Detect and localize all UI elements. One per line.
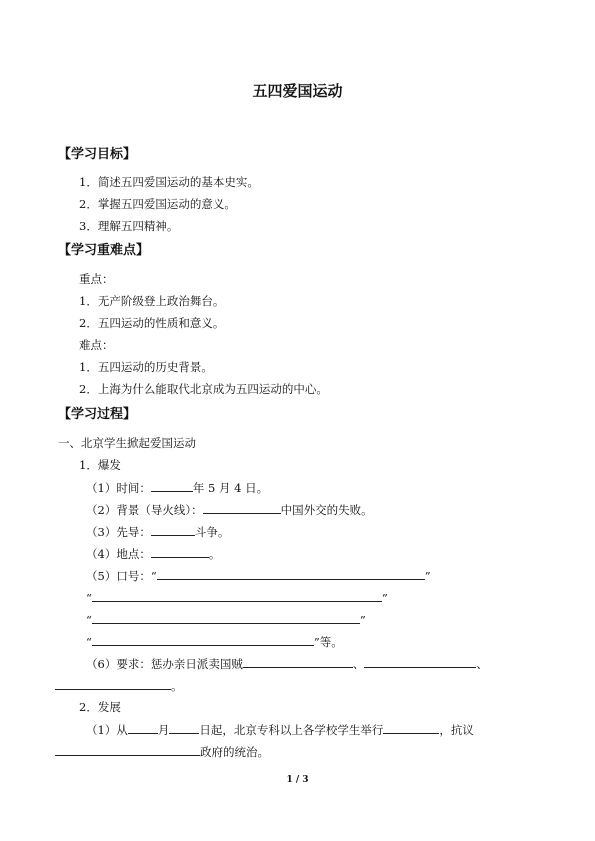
blank-field[interactable] [383, 722, 439, 734]
difficulty-item: 2．上海为什么能取代北京成为五四运动的中心。 [79, 382, 328, 396]
subsection-heading: 2．发展 [79, 700, 121, 714]
time-line: （1）时间： 年 5 月 4 日。 [86, 481, 269, 495]
focus-item: 2．五四运动的性质和意义。 [79, 316, 225, 330]
development-line-cont: 政府的统治。 [55, 744, 269, 759]
key-heading: 【学习重难点】 [58, 243, 150, 258]
blank-field[interactable] [364, 656, 476, 668]
blank-field[interactable] [92, 634, 314, 646]
page-title: 五四爱国运动 [252, 82, 343, 100]
slogan-line: “ ”等。 [86, 635, 343, 649]
difficulty-item: 1．五四运动的历史背景。 [79, 360, 213, 374]
page-number: 1 / 3 [286, 775, 309, 785]
blank-field[interactable] [203, 502, 281, 514]
slogan-line: “ ” [86, 613, 366, 627]
demand-line: （6）要求：惩办亲日派卖国贼 、 、 [86, 657, 488, 671]
blank-field[interactable] [55, 744, 200, 756]
part-heading: 一、北京学生掀起爱国运动 [58, 436, 196, 450]
place-line: （4）地点： 。 [86, 547, 221, 561]
slogan-line: “ ” [86, 591, 388, 605]
subsection-heading: 1．爆发 [79, 458, 121, 472]
difficulty-label: 难点： [79, 338, 114, 352]
goal-item: 1．简述五四爱国运动的基本史实。 [79, 175, 259, 189]
focus-item: 1．无产阶级登上政治舞台。 [79, 294, 225, 308]
goal-item: 3．理解五四精神。 [79, 219, 179, 233]
focus-label: 重点： [79, 272, 114, 286]
demand-line-cont: 。 [55, 678, 183, 693]
blank-field[interactable] [243, 656, 353, 668]
blank-field[interactable] [169, 722, 199, 734]
blank-field[interactable] [151, 524, 195, 536]
blank-field[interactable] [128, 722, 158, 734]
goals-heading: 【学习目标】 [58, 147, 137, 162]
slogan-line: （5）口号：“ ” [86, 569, 431, 583]
blank-field[interactable] [92, 590, 382, 602]
background-line: （2）背景（导火线）： 中国外交的失败。 [86, 503, 373, 517]
goal-item: 2．掌握五四爱国运动的意义。 [79, 197, 236, 211]
blank-field[interactable] [157, 568, 425, 580]
process-heading: 【学习过程】 [58, 407, 137, 422]
pioneer-line: （3）先导： 斗争。 [86, 525, 230, 539]
blank-field[interactable] [92, 612, 360, 624]
blank-field[interactable] [151, 546, 209, 558]
blank-field[interactable] [55, 678, 171, 690]
development-line: （1）从 月 日起，北京专科以上各学校学生举行 ，抗议 [86, 723, 474, 737]
blank-field[interactable] [151, 480, 193, 492]
